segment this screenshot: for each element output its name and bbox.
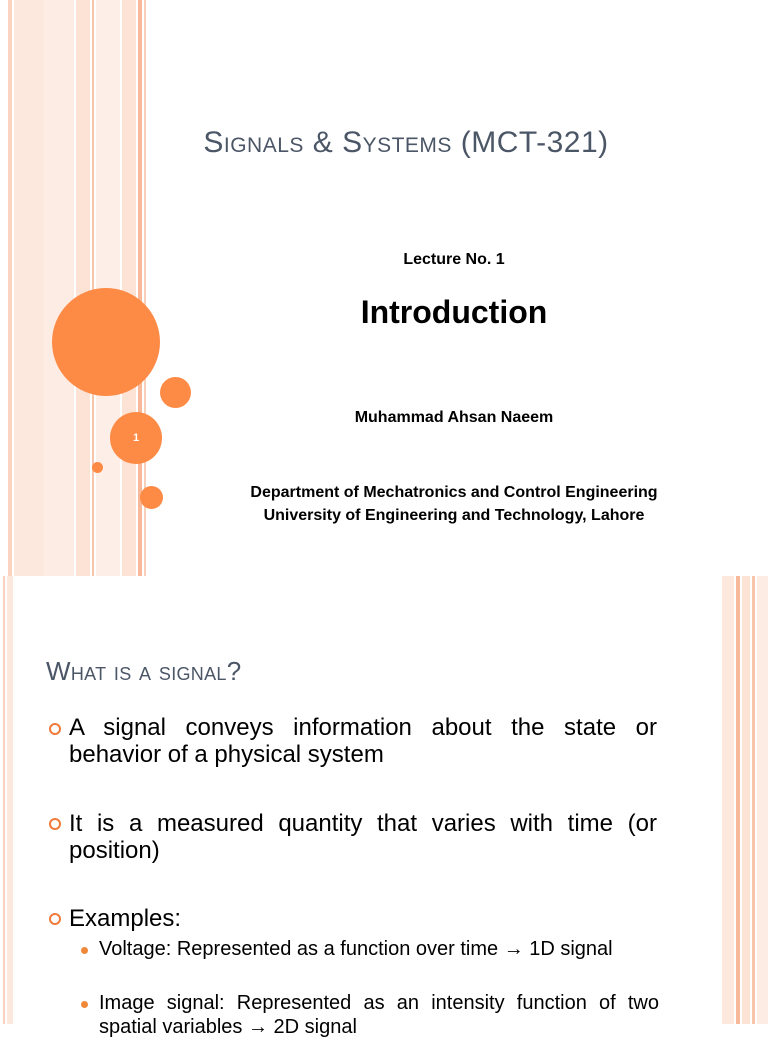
bullet-icon [49, 818, 61, 830]
decorative-stripe [14, 0, 44, 576]
bullet-item: It is a measured quantity that varies with time (or position) [69, 810, 657, 864]
decorative-stripe [122, 0, 136, 576]
decorative-stripe [92, 0, 94, 576]
bullet-item: A signal conveys information about the state or behavior of a physical system [69, 714, 657, 768]
bullet-item: Examples: [69, 905, 182, 932]
decorative-stripe [736, 576, 740, 1024]
author-name: Muhammad Ahsan Naeem [354, 409, 554, 426]
decorative-stripe [742, 576, 750, 1024]
decorative-stripe [757, 576, 768, 1024]
sub-bullet-icon [81, 1001, 88, 1008]
decorative-stripe [76, 0, 90, 576]
sub-bullet-item: Image signal: Represented as an intensity function of two spatial variables → 2D signal [99, 992, 659, 1038]
decorative-stripe [0, 0, 8, 576]
course-code: (MCT-321) [451, 126, 609, 159]
title-main: Signals & Systems [203, 126, 452, 159]
lecture-topic: Introduction [360, 294, 548, 330]
slide-title: What is a signal? [46, 656, 242, 686]
decorative-circle-small [92, 462, 103, 473]
affiliation [160, 481, 748, 527]
decorative-stripe [8, 0, 12, 576]
decorative-stripe [752, 576, 755, 1024]
decorative-stripe [44, 0, 74, 576]
bullet-icon [49, 723, 61, 735]
sub-bullet-item: Voltage: Represented as a function over time → 1D signal [99, 938, 613, 960]
sub-bullet-icon [81, 947, 88, 954]
slide-title [0, 126, 768, 160]
department-name: Department of Mechatronics and Control Engineering [250, 484, 658, 501]
decorative-circle [160, 377, 191, 408]
page-number: 1 [132, 432, 140, 444]
decorative-stripe [7, 576, 13, 1024]
decorative-circle-large [52, 288, 160, 396]
bullet-icon [49, 913, 61, 925]
university-name: University of Engineering and Technology, Lahore [263, 507, 645, 524]
decorative-stripe [3, 576, 5, 1024]
lecture-number: Lecture No. 1 [403, 251, 505, 268]
decorative-stripe [722, 576, 734, 1024]
